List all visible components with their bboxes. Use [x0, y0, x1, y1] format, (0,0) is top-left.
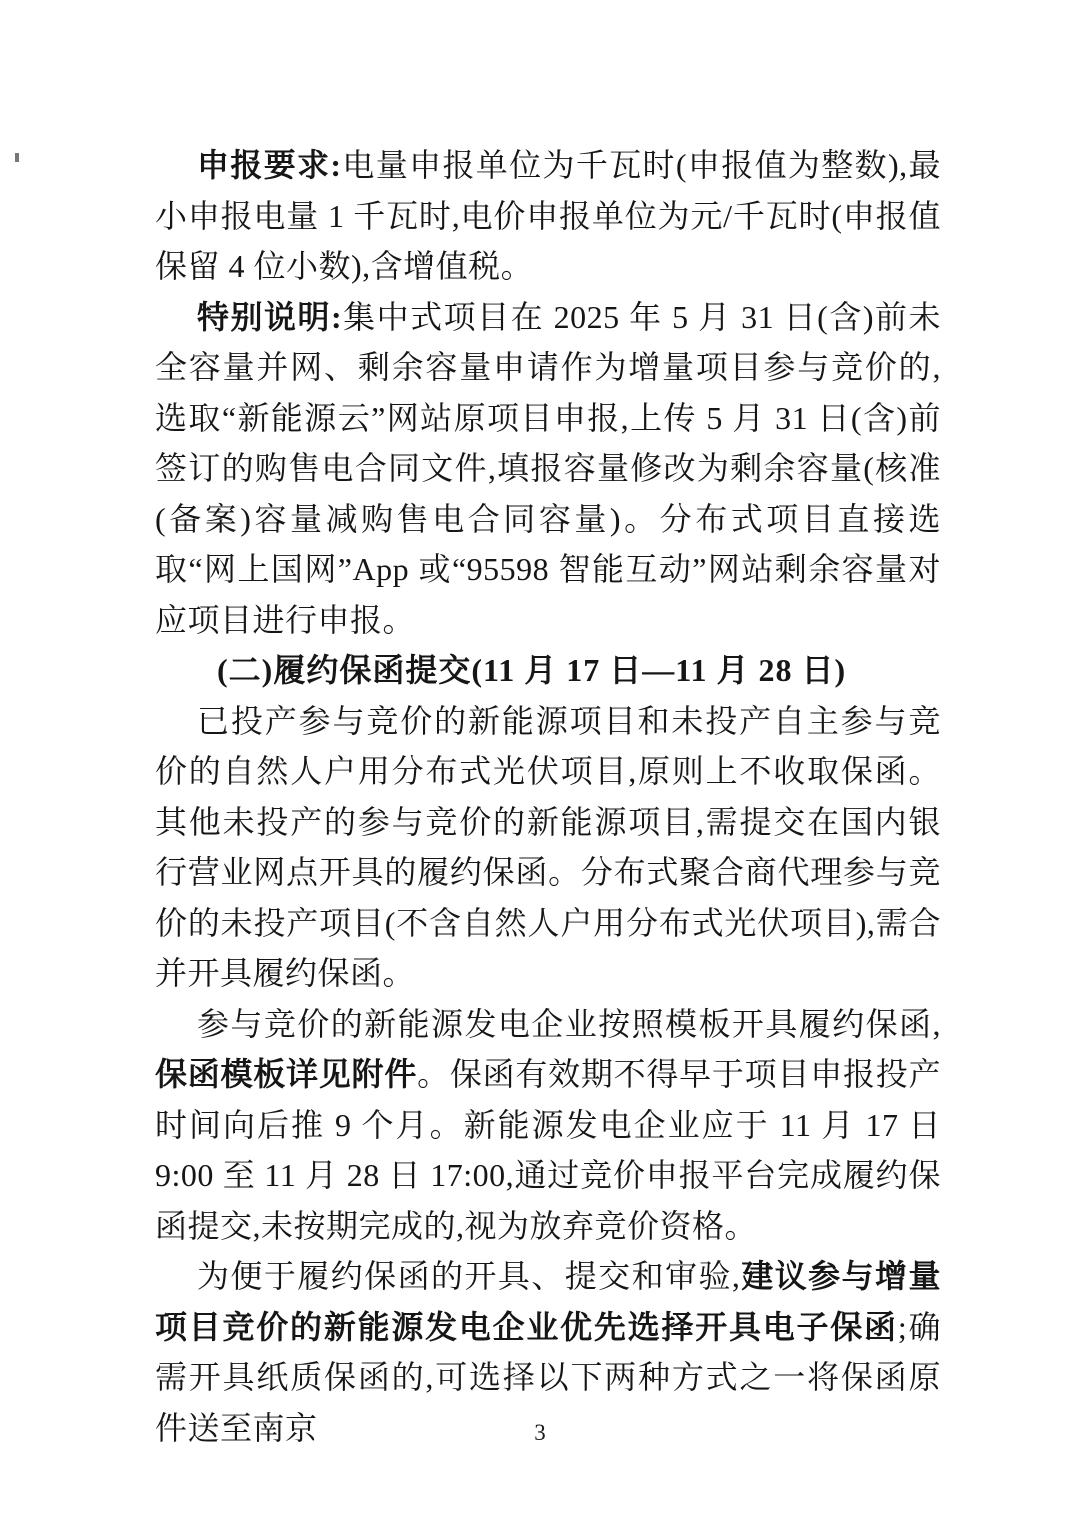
section-heading [155, 645, 941, 696]
text-segment: 。保函有效期不得早于项目申报投产时间向后推 9 个月。新能源发电企业应于 11 月 17 日 9:00 至 11 月 28 日 17:00,通过竞价申报平台完成履约保函提交,未按期完成的,视为放弃竞价资格。 [155, 1056, 941, 1244]
paragraph [155, 140, 941, 292]
scan-speck-artifact [15, 153, 19, 162]
text-segment: ;确需开具纸质保函的,可选择以下两种方式之一将保函原件送至南京 [155, 1308, 941, 1446]
bold-text-segment: 保函模板详见附件 [155, 1056, 418, 1092]
text-segment: 为便于履约保函的开具、提交和审验, [197, 1258, 741, 1294]
bold-text-segment: 建议参与增量项目竞价的新能源发电企业优先选择开具电子保函 [155, 1258, 941, 1345]
bold-text-segment: 特别说明: [197, 298, 343, 335]
paragraph [155, 292, 941, 646]
page-number: 3 [534, 1420, 546, 1445]
paragraph [155, 999, 941, 1252]
text-segment: 参与竞价的新能源发电企业按照模板开具履约保函, [197, 1005, 941, 1042]
paragraph [155, 696, 941, 999]
bold-text-segment: (二)履约保函提交(11 月 17 日—11 月 28 日) [217, 652, 847, 688]
text-segment: 电量申报单位为千瓦时(申报值为整数),最小申报电量 1 千瓦时,电价申报单位为元/千瓦时(申报值保留 4 位小数),含增值税。 [155, 147, 941, 284]
text-segment: 已投产参与竞价的新能源项目和未投产自主参与竞价的自然人户用分布式光伏项目,原则上不收取保函。其他未投产的参与竞价的新能源项目,需提交在国内银行营业网点开具的履约保函。分布式聚合商代理参与竞价的未投产项目(不含自然人户用分布式光伏项目),需合并开具履约保函。 [155, 702, 941, 991]
text-segment: 集中式项目在 2025 年 5 月 31 日(含)前未全容量并网、剩余容量申请作为增量项目参与竞价的,选取“新能源云”网站原项目申报,上传 5 月 31 日(含)前签订的购售电合同文件,填报容量修改为剩余容量(核准(备案)容量减购售电合同容量)。分布式项目直接选取“网上国网”App 或“95598 智能互动”网站剩余容量对应项目进行申报。 [155, 298, 941, 638]
document-body [155, 140, 941, 1453]
bold-text-segment: 申报要求: [197, 147, 342, 183]
